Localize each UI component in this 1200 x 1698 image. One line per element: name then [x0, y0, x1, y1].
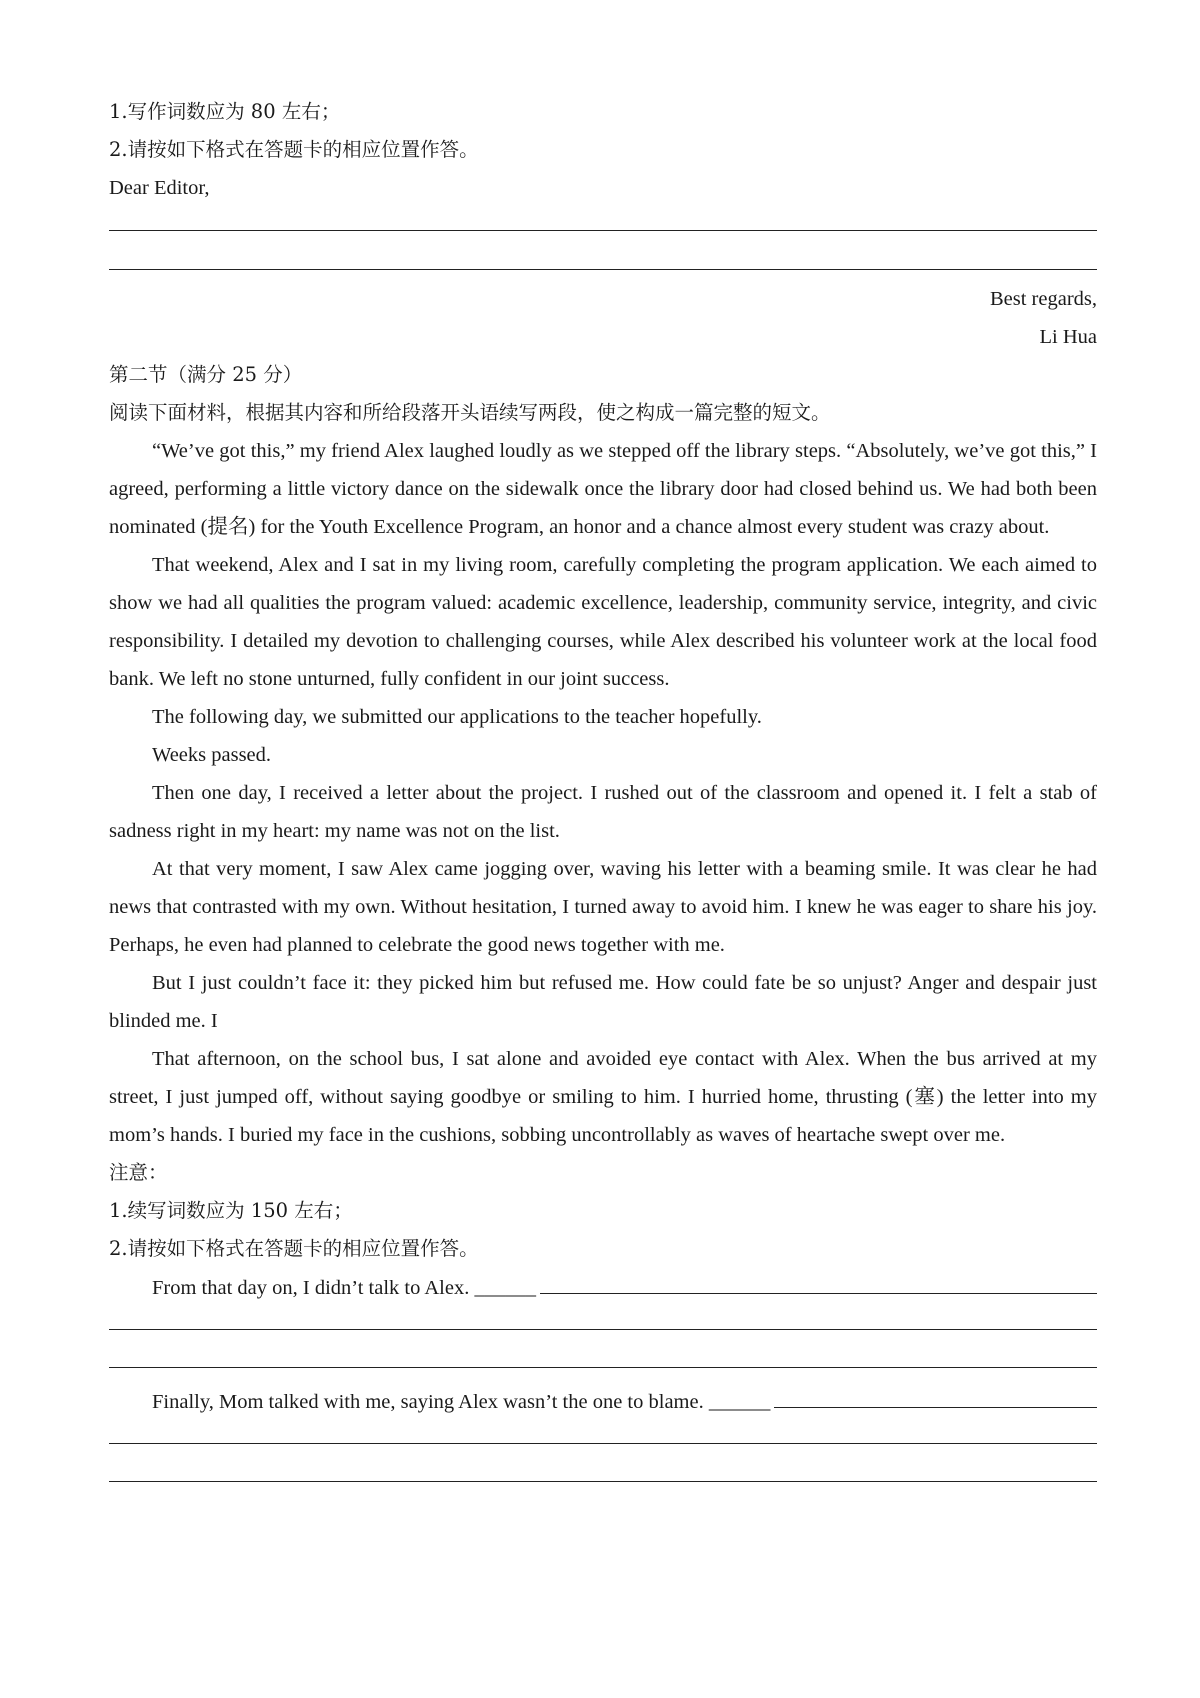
- story-paragraph: Then one day, I received a letter about the project. I rushed out of the classroom and opened it. I felt a stab of sadness right in my heart: my name was not on the list.: [109, 782, 1097, 842]
- section-heading: 第二节（满分 25 分）: [109, 363, 303, 386]
- story-paragraph: Weeks passed.: [152, 744, 272, 766]
- answer-line[interactable]: [109, 245, 1097, 280]
- story-paragraph: “We’ve got this,” my friend Alex laughed loudly as we stepped off the library steps. “Absolutely, we’ve got this,” I agreed, performing a little victory dance on the sidewalk once the library door had closed behind us. We had both been nominated (提名) for the Youth Excellence Program, an honor and a chance almost every student was crazy about.: [109, 440, 1097, 538]
- starter-text: Finally, Mom talked with me, saying Alex wasn’t the one to blame. ______: [152, 1391, 771, 1413]
- letter-closing: Best regards,: [989, 288, 1097, 310]
- writing-requirement-2: 2.请按如下格式在答题卡的相应位置作答。: [109, 138, 479, 161]
- letter-salutation: Dear Editor,: [109, 177, 210, 199]
- notice-heading: 注意：: [109, 1161, 168, 1184]
- paragraph-starter-1: [109, 1268, 1097, 1306]
- section-instruction: 阅读下面材料，根据其内容和所给段落开头语续写两段，使之构成一篇完整的短文。: [109, 401, 831, 424]
- answer-line[interactable]: [774, 1382, 1097, 1408]
- continuation-requirement-2: 2.请按如下格式在答题卡的相应位置作答。: [109, 1237, 479, 1260]
- answer-line[interactable]: [109, 207, 1097, 245]
- story-paragraph: At that very moment, I saw Alex came jogging over, waving his letter with a beaming smile. It was clear he had news that contrasted with my own. Without hesitation, I turned away to avoid him. I knew he was eager to share his joy. Perhaps, he even had planned to celebrate the good news together with me.: [109, 858, 1097, 956]
- continuation-requirement-1: 1.续写词数应为 150 左右；: [109, 1199, 353, 1222]
- exam-page: [109, 93, 1097, 1496]
- answer-line[interactable]: [109, 1420, 1097, 1458]
- writing-requirement-1: 1.写作词数应为 80 左右；: [109, 100, 341, 123]
- story-paragraph: That afternoon, on the school bus, I sat alone and avoided eye contact with Alex. When the bus arrived at my street, I just jumped off, without saying goodbye or smiling to him. I hurried home, thrusting (塞) the letter into my mom’s hands. I buried my face in the cushions, sobbing uncontrollably as waves of heartache swept over me.: [109, 1048, 1097, 1146]
- answer-line[interactable]: [109, 1458, 1097, 1496]
- letter-signature: Li Hua: [1039, 326, 1097, 348]
- paragraph-starter-2: [109, 1382, 1097, 1420]
- answer-line[interactable]: [109, 1306, 1097, 1344]
- starter-text: From that day on, I didn’t talk to Alex. ______: [152, 1277, 536, 1299]
- story-paragraph: The following day, we submitted our applications to the teacher hopefully.: [152, 706, 762, 728]
- answer-line[interactable]: [109, 1344, 1097, 1382]
- story-paragraph: But I just couldn’t face it: they picked him but refused me. How could fate be so unjust? Anger and despair just blinded me. I: [109, 972, 1097, 1032]
- answer-line[interactable]: [540, 1268, 1097, 1294]
- story-paragraph: That weekend, Alex and I sat in my living room, carefully completing the program application. We each aimed to show we had all qualities the program valued: academic excellence, leadership, community service, integrity, and civic responsibility. I detailed my devotion to challenging courses, while Alex described his volunteer work at the local food bank. We left no stone unturned, fully confident in our joint success.: [109, 554, 1097, 690]
